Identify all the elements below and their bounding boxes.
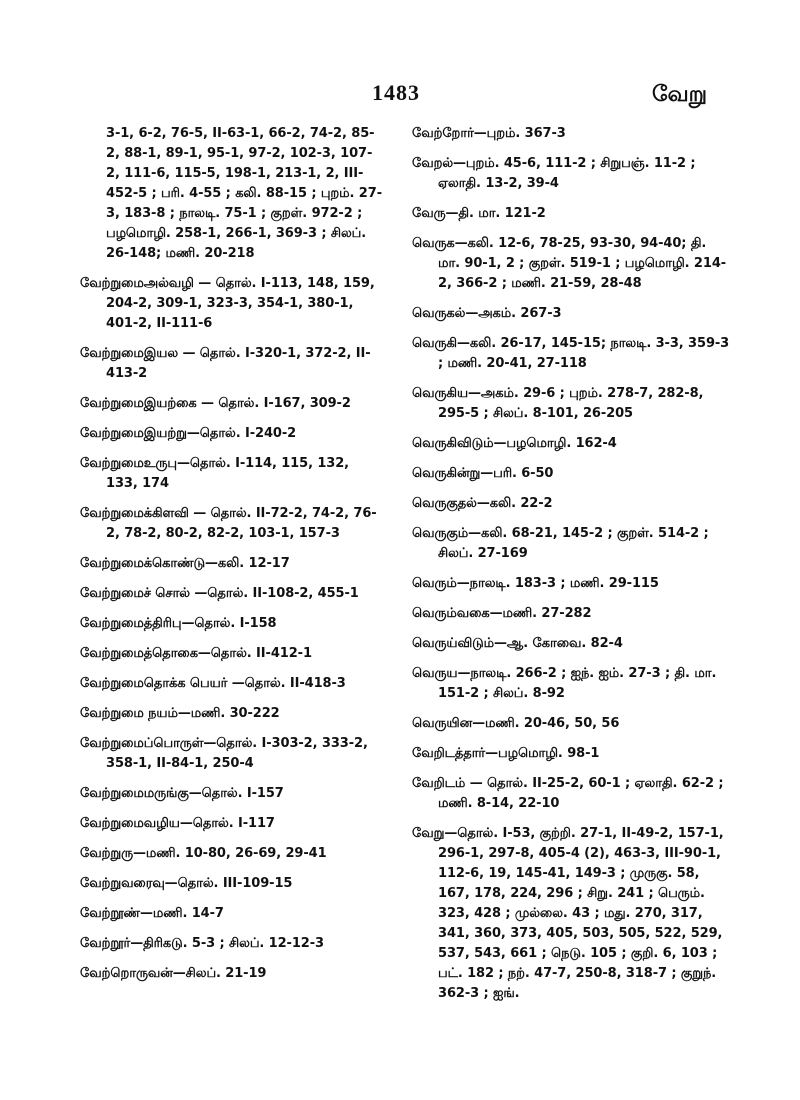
index-entry: வெருகிவிடும்—பழமொழி. 162-4 xyxy=(412,436,617,451)
index-entry: வேற்றுமைதொக்க பெயர் —தொல். II-418-3 xyxy=(80,676,346,691)
index-entry: வேற்றுமைத்தொகை—தொல். II-412-1 xyxy=(80,646,312,661)
index-entry: வேறு—தொல். I-53, குற்றி. 27-1, II-49-2, 157-1, 296-1, 297-8, 405-4 (2), 463-3, III-90-1, 112-6, 19, 145-41, 149-3 ; முருகு. 58, 167, 178, 224, 296 ; சிறு. 241 ; பெரும். 323, 428 ; முல்லை. 43 ; மது. 270, 317, 341, 360, 373, 405, 503, 505, 522, 529, 537, 543, 661 ; நெடு. 105 ; குறி. 6, 103 ; பட். 182 ; நற். 47-7, 250-8, 318-7 ; குறுந். 362-3 ; ஐங். xyxy=(412,826,724,1001)
index-entry: வெருய—நாலடி. 266-2 ; ஐந். ஐம். 27-3 ; தி. மா. 151-2 ; சிலப். 8-92 xyxy=(412,666,717,701)
index-entry: வேற்றூர்—திரிகடு. 5-3 ; சிலப். 12-12-3 xyxy=(80,936,324,951)
left-column xyxy=(80,124,385,994)
index-entry: வெருகி—கலி. 26-17, 145-15; நாலடி. 3-3, 359-3 ; மணி. 20-41, 27-118 xyxy=(412,336,730,371)
index-entry: வெருகுதல்—கலி. 22-2 xyxy=(412,496,553,511)
index-entry: வேற்றுமைமருங்கு—தொல். I-157 xyxy=(80,786,284,801)
index-entry: வேறிடத்தார்—பழமொழி. 98-1 xyxy=(412,746,600,761)
index-entry: வேறல்—புறம். 45-6, 111-2 ; சிறுபஞ். 11-2 ; ஏலாதி. 13-2, 39-4 xyxy=(412,156,696,191)
index-entry: வெருயின—மணி. 20-46, 50, 56 xyxy=(412,716,620,731)
index-entry: வேற்றுமை நயம்—மணி. 30-222 xyxy=(80,706,280,721)
index-entry: வேற்றொருவன்—சிலப். 21-19 xyxy=(80,966,267,981)
index-entry: வேற்றுமைஅல்வழி — தொல். I-113, 148, 159, 204-2, 309-1, 323-3, 354-1, 380-1, 401-2, II-111-6 xyxy=(80,276,375,331)
index-entry: வெருய்விடும்—ஆ. கோவை. 82-4 xyxy=(412,636,623,651)
right-column xyxy=(412,124,730,1014)
index-entry: வேற்றுமைஇயற்று—தொல். I-240-2 xyxy=(80,426,297,441)
index-entry: வேற்றுரு—மணி. 10-80, 26-69, 29-41 xyxy=(80,846,327,861)
index-entry: வேற்றுமைக்கிளவி — தொல். II-72-2, 74-2, 76-2, 78-2, 80-2, 82-2, 103-1, 157-3 xyxy=(80,506,377,541)
running-head: வேறு xyxy=(652,82,708,107)
index-entry: வேற்றுமைச் சொல் —தொல். II-108-2, 455-1 xyxy=(80,586,359,601)
index-entry: வேரு—தி. மா. 121-2 xyxy=(412,206,546,221)
index-entry: வேற்றூண்—மணி. 14-7 xyxy=(80,906,224,921)
index-entry: வேற்றோர்—புறம். 367-3 xyxy=(412,126,566,141)
index-entry: வெருகின்று—பரி. 6-50 xyxy=(412,466,554,481)
index-entry: வெருகிய—அகம். 29-6 ; புறம். 278-7, 282-8, 295-5 ; சிலப். 8-101, 26-205 xyxy=(412,386,704,421)
index-entry: வேற்றுமைக்கொண்டு—கலி. 12-17 xyxy=(80,556,290,571)
index-entry: வேறிடம் — தொல். II-25-2, 60-1 ; ஏலாதி. 62-2 ; மணி. 8-14, 22-10 xyxy=(412,776,724,811)
index-entry: வெருக—கலி. 12-6, 78-25, 93-30, 94-40; தி. மா. 90-1, 2 ; குறள். 519-1 ; பழமொழி. 214-2, 366-2 ; மணி. 21-59, 28-48 xyxy=(412,236,727,291)
index-entry: வெருகல்—அகம். 267-3 xyxy=(412,306,562,321)
index-entry: வெருகும்—கலி. 68-21, 145-2 ; குறள். 514-2 ; சிலப். 27-169 xyxy=(412,526,709,561)
index-entry: வெரும்—நாலடி. 183-3 ; மணி. 29-115 xyxy=(412,576,659,591)
index-entry: வேற்றுமைஇயல — தொல். I-320-1, 372-2, II-413-2 xyxy=(80,346,371,381)
index-entry: வேற்றுவரைவு—தொல். III-109-15 xyxy=(80,876,293,891)
index-entry: வேற்றுமைவழிய—தொல். I-117 xyxy=(80,816,275,831)
index-entry: வேற்றுமைஉருபு—தொல். I-114, 115, 132, 133, 174 xyxy=(80,456,350,491)
index-entry: வேற்றுமைத்திரிபு—தொல். I-158 xyxy=(80,616,277,631)
index-entry: வெரும்வகை—மணி. 27-282 xyxy=(412,606,592,621)
index-entry: 3-1, 6-2, 76-5, II-63-1, 66-2, 74-2, 85-2, 88-1, 89-1, 95-1, 97-2, 102-3, 107-2, 111-6, 115-5, 198-1, 213-1, 2, III-452-5 ; பரி. 4-55 ; கலி. 88-15 ; புறம். 27-3, 183-8 ; நாலடி. 75-1 ; குறள். 972-2 ; பழமொழி. 258-1, 266-1, 369-3 ; சிலப். 26-148; மணி. 20-218 xyxy=(106,126,382,261)
index-entry: வேற்றுமைப்பொருள்—தொல். I-303-2, 333-2, 358-1, II-84-1, 250-4 xyxy=(80,736,368,771)
page-number: 1483 xyxy=(372,80,420,105)
index-entry: வேற்றுமைஇயற்கை — தொல். I-167, 309-2 xyxy=(80,396,351,411)
